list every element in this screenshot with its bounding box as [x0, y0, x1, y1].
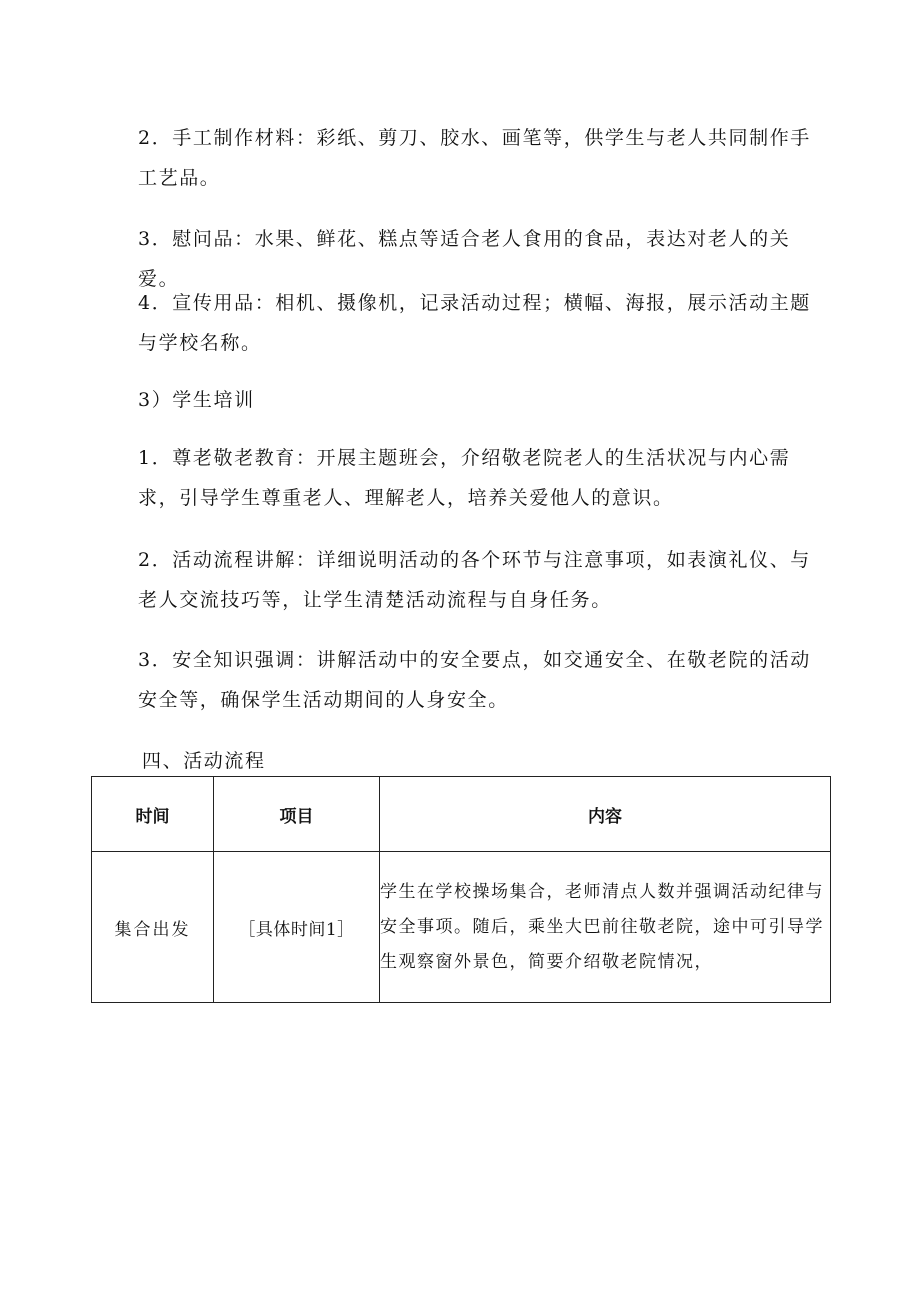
cell-time: 集合出发 [92, 852, 214, 1003]
training-heading: 3）学生培训 [138, 389, 255, 411]
item-number: 1 [138, 447, 152, 469]
item-number: 2 [138, 127, 152, 149]
materials-item-2 [138, 118, 818, 198]
item-text: ．手工制作材料：彩纸、剪刀、胶水、画笔等，供学生与老人共同制作手工艺品。 [138, 127, 811, 189]
table-header-row [92, 777, 831, 852]
item-text: ．活动流程讲解：详细说明活动的各个环节与注意事项，如表演礼仪、与老人交流技巧等，让学生清楚活动流程与自身任务。 [138, 549, 811, 611]
materials-item-4 [138, 283, 818, 363]
cell-content: 学生在学校操场集合，老师清点人数并强调活动纪律与安全事项。随后，乘坐大巴前往敬老院，途中可引导学生观察窗外景色，简要介绍敬老院情况， [380, 852, 831, 1003]
header-content: 内容 [380, 777, 831, 852]
training-item-1 [138, 438, 818, 518]
item-number: 3 [138, 228, 152, 250]
item-number: 2 [138, 549, 152, 571]
training-item-3 [138, 640, 818, 720]
item-text: ．安全知识强调：讲解活动中的安全要点，如交通安全、在敬老院的活动安全等，确保学生活动期间的人身安全。 [138, 649, 811, 711]
table-row [92, 852, 831, 1003]
process-heading: 四、活动流程 [142, 750, 266, 772]
cell-item: ［具体时间1］ [214, 852, 380, 1003]
item-text: ．慰问品：水果、鲜花、糕点等适合老人食用的食品，表达对老人的关爱。 [138, 228, 791, 290]
item-number: 3 [138, 649, 152, 671]
training-item-2 [138, 540, 818, 620]
item-text: ．尊老敬老教育：开展主题班会，介绍敬老院老人的生活状况与内心需求，引导学生尊重老人、理解老人，培养关爱他人的意识。 [138, 447, 791, 509]
header-item: 项目 [214, 777, 380, 852]
item-number: 4 [138, 292, 152, 314]
process-table [91, 776, 831, 1003]
header-time: 时间 [92, 777, 214, 852]
item-text: ．宣传用品：相机、摄像机，记录活动过程；横幅、海报，展示活动主题与学校名称。 [138, 292, 811, 354]
